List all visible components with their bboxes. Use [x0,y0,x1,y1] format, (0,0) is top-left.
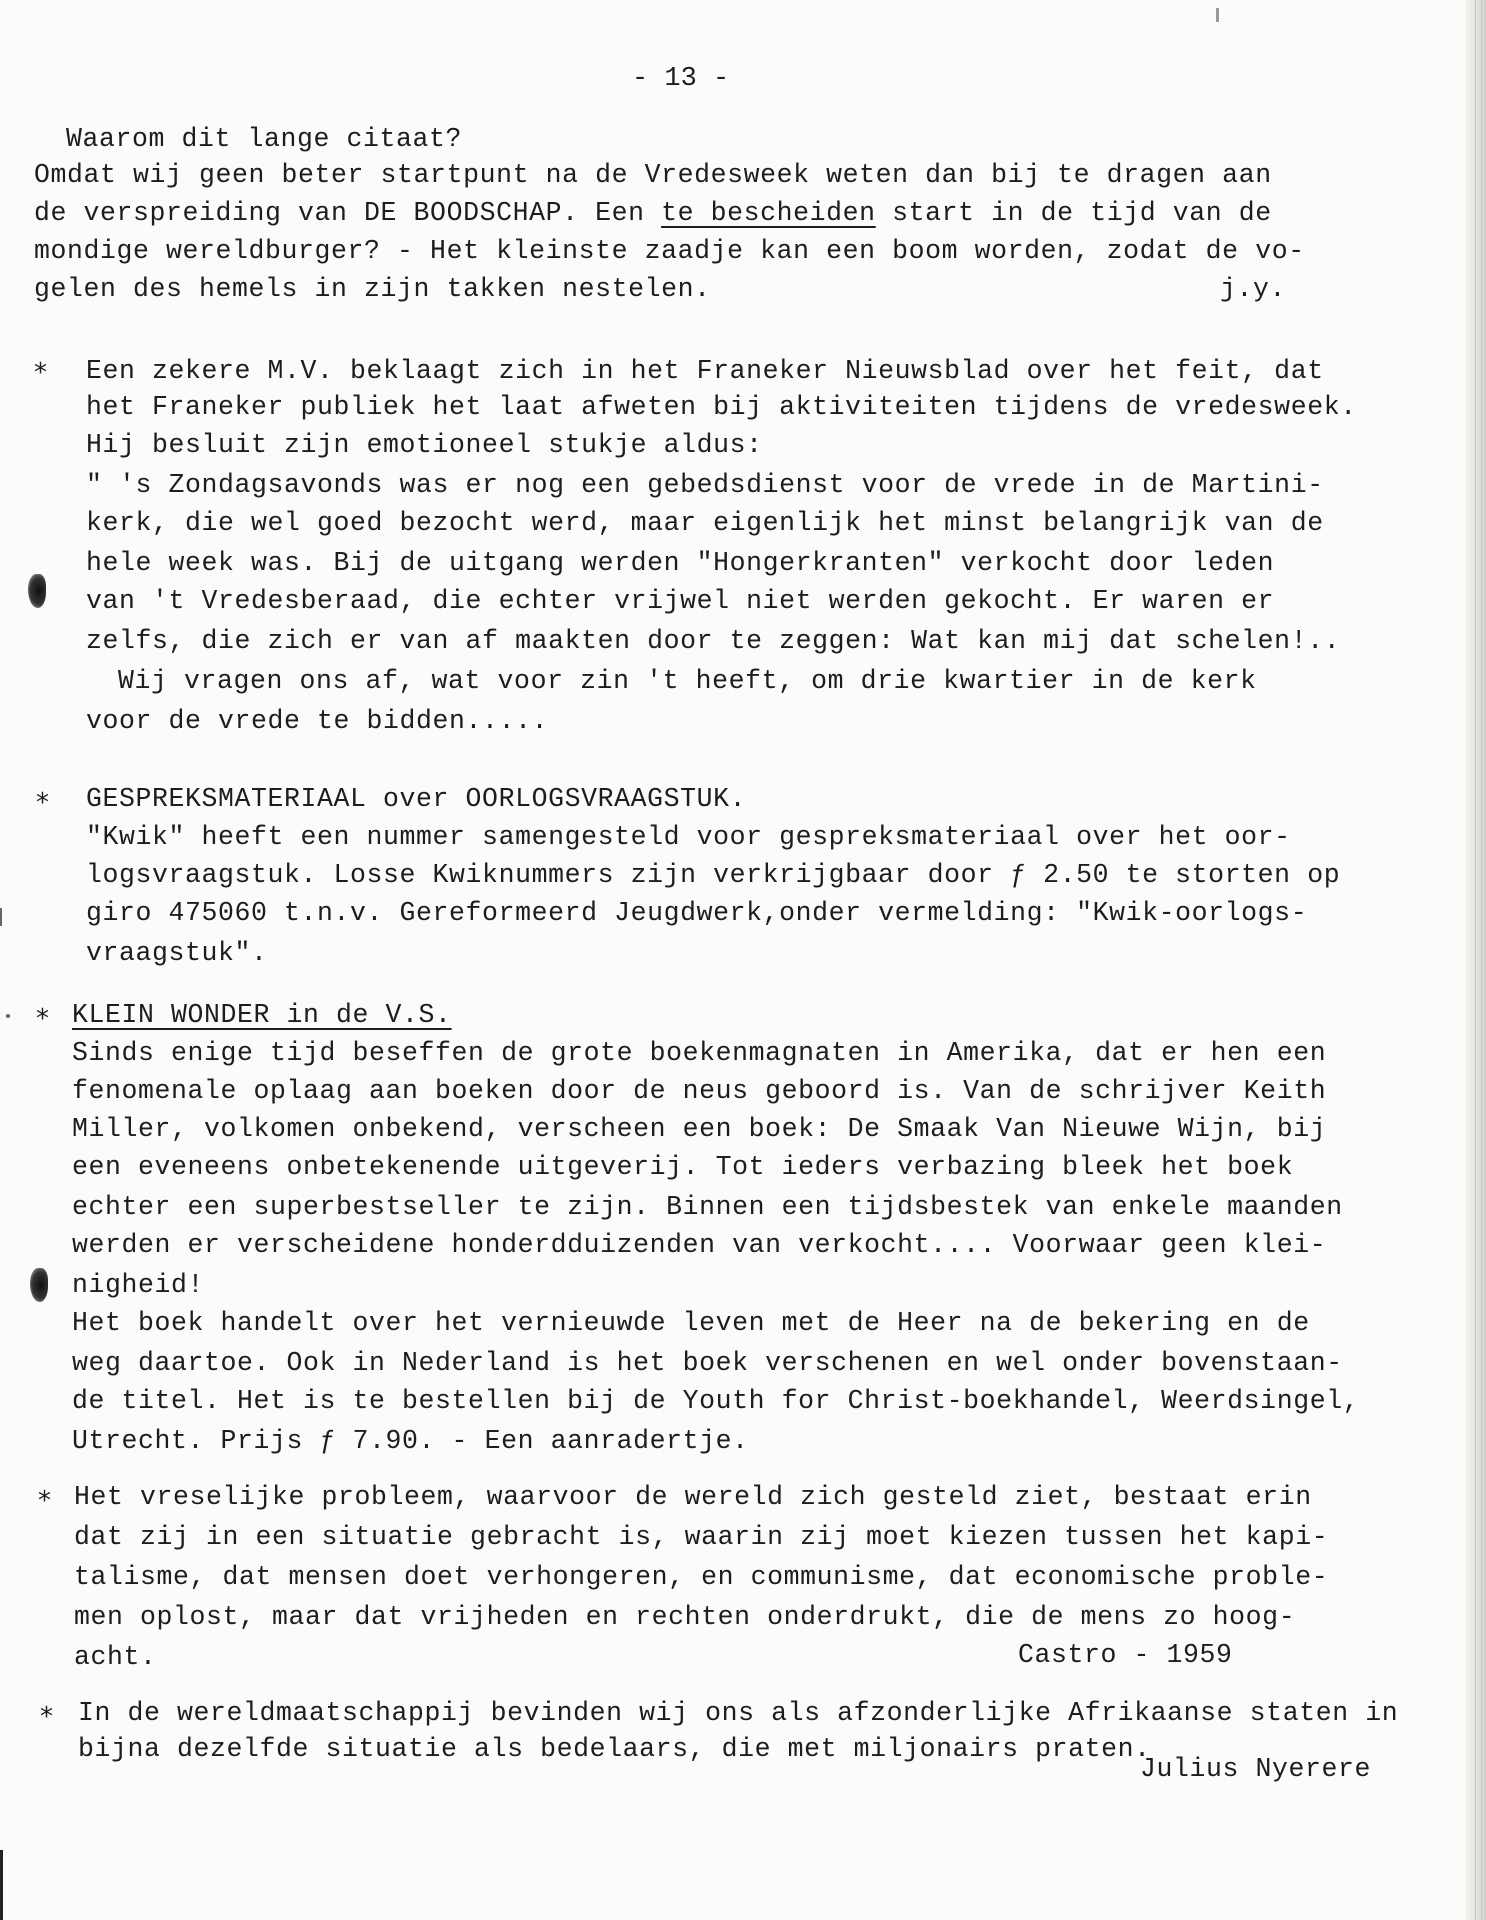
item-line: weg daartoe. Ook in Nederland is het boek verschenen en wel onder bovenstaan- [72,1348,1343,1378]
quote-attribution: Castro - 1959 [1018,1640,1233,1670]
item-line: Het vreselijke probleem, waarvoor de wereld zich gesteld ziet, bestaat erin [74,1482,1312,1512]
item-line: nigheid! [72,1270,205,1300]
item-line: acht. [74,1642,157,1672]
item-line: het Franeker publiek het laat afweten bij aktiviteiten tijdens de vredesweek. [86,392,1357,422]
page-number: - 13 - [632,64,730,94]
item-line: vraagstuk". [86,938,268,968]
item-line: Hij besluit zijn emotioneel stukje aldus: [86,430,763,460]
item-line: dat zij in een situatie gebracht is, waarin zij moet kiezen tussen het kapi- [74,1522,1329,1552]
punch-hole-mark [28,574,46,608]
item-line: Utrecht. Prijs ƒ 7.90. - Een aanradertje. [72,1426,749,1456]
item-line: echter een superbestseller te zijn. Binnen een tijdsbestek van enkele maanden [72,1192,1343,1222]
scan-mark [0,1850,3,1920]
quote-line: voor de vrede te bidden..... [86,706,549,736]
item-line: werden er verscheidene honderdduizenden van verkocht.... Voorwaar geen klei- [72,1230,1327,1260]
item-heading: KLEIN WONDER in de V.S. [72,1000,452,1030]
item-line: de titel. Het is te bestellen bij de Youth for Christ-boekhandel, Weerdsingel, [72,1386,1360,1416]
intro-signature: j.y. [1220,274,1287,304]
quote-line: van 't Vredesberaad, die echter vrijwel niet werden gekocht. Er waren er [86,586,1275,616]
quote-line: hele week was. Bij de uitgang werden "Hongerkranten" verkocht door leden [86,548,1275,578]
quote-line: kerk, die wel goed bezocht werd, maar eigenlijk het minst belangrijk van de [86,508,1324,538]
intro-line: gelen des hemels in zijn takken nestelen. [34,274,711,304]
scan-mark [0,908,2,926]
bullet-asterisk: * [36,788,49,818]
bullet-asterisk: * [34,358,47,388]
item-line: fenomenale oplaag aan boeken door de neus geboord is. Van de schrijver Keith [72,1076,1327,1106]
intro-line: Omdat wij geen beter startpunt na de Vredesweek weten dan bij te dragen aan [34,160,1272,190]
paper-edge-line [1475,0,1476,1920]
bullet-asterisk: * [36,1004,49,1034]
quote-line: zelfs, die zich er van af maakten door te zeggen: Wat kan mij dat schelen!.. [86,626,1341,656]
item-line: Het boek handelt over het vernieuwde leven met de Heer na de bekering en de [72,1308,1310,1338]
item-line: giro 475060 t.n.v. Gereformeerd Jeugdwerk,onder vermelding: "Kwik-oorlogs- [86,898,1308,928]
item-line: logsvraagstuk. Losse Kwiknummers zijn verkrijgbaar door ƒ 2.50 te storten op [86,860,1341,890]
quote-attribution: Julius Nyerere [1140,1754,1372,1784]
intro-line: de verspreiding van DE BOODSCHAP. Een te bescheiden start in de tijd van de [34,198,1272,228]
item-line: men oplost, maar dat vrijheden en rechten onderdrukt, die de mens zo hoog- [74,1602,1296,1632]
paper-edge [1466,0,1486,1920]
item-line: Miller, volkomen onbekend, verscheen een boek: De Smaak Van Nieuwe Wijn, bij [72,1114,1327,1144]
punch-hole-mark [30,1268,48,1302]
scan-mark [6,1014,10,1018]
item-line: "Kwik" heeft een nummer samengesteld voor gespreksmateriaal over het oor- [86,822,1291,852]
quote-line: Wij vragen ons af, wat voor zin 't heeft, om drie kwartier in de kerk [118,666,1257,696]
quote-line: " 's Zondagsavonds was er nog een gebedsdienst voor de vrede in de Martini- [86,470,1324,500]
item-line: In de wereldmaatschappij bevinden wij ons als afzonderlijke Afrikaanse staten in [78,1698,1399,1728]
item-line: Een zekere M.V. beklaagt zich in het Franeker Nieuwsblad over het feit, dat [86,356,1324,386]
item-heading: GESPREKSMATERIAAL over OORLOGSVRAAGSTUK. [86,784,747,814]
item-line: Sinds enige tijd beseffen de grote boekenmagnaten in Amerika, dat er hen een [72,1038,1327,1068]
item-line: een eveneens onbetekenende uitgeverij. Tot ieders verbazing bleek het boek [72,1152,1294,1182]
scan-mark [1216,8,1219,22]
item-line: bijna dezelfde situatie als bedelaars, die met miljonairs praten. [78,1734,1151,1764]
paper-edge-line [1481,0,1482,1920]
underlined-text: te bescheiden [661,198,876,228]
intro-line: mondige wereldburger? - Het kleinste zaadje kan een boom worden, zodat de vo- [34,236,1305,266]
item-line: talisme, dat mensen doet verhongeren, en communisme, dat economische proble- [74,1562,1329,1592]
intro-line: Waarom dit lange citaat? [66,124,463,154]
bullet-asterisk: * [40,1702,53,1732]
bullet-asterisk: * [38,1486,51,1516]
